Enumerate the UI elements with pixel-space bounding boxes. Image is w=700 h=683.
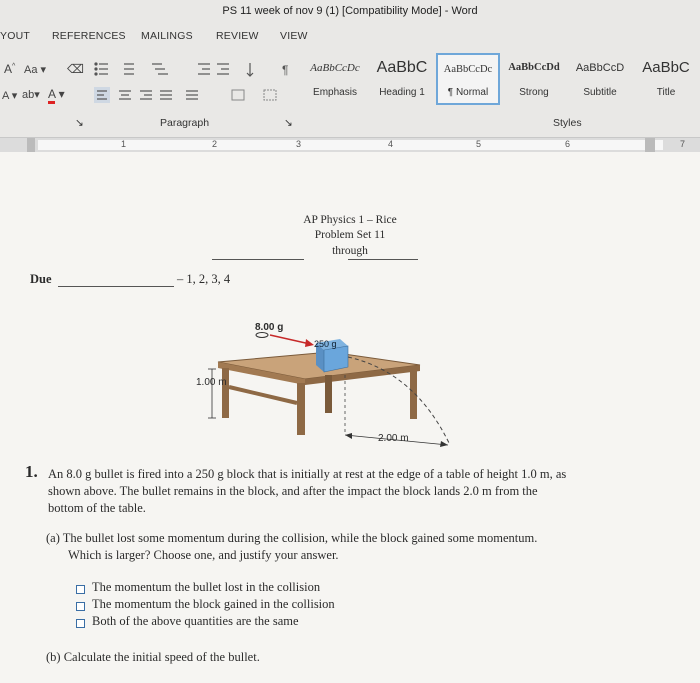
line-spacing-icon[interactable] bbox=[186, 91, 198, 99]
align-center-icon[interactable] bbox=[119, 91, 131, 99]
question-line-2: shown above. The bullet remains in the block, and after the impact the block lands 2.0 m from the bbox=[48, 484, 538, 498]
ruler-number: 2 bbox=[212, 139, 218, 149]
ruler-number: 5 bbox=[476, 139, 482, 149]
style-name: Subtitle bbox=[583, 87, 617, 98]
ruler-number: 7 bbox=[680, 139, 686, 149]
font-dialog-launcher-icon[interactable]: ↘ bbox=[75, 117, 84, 129]
paragraph-row1-icons bbox=[90, 60, 300, 80]
style-strong[interactable] bbox=[502, 53, 566, 105]
bullets-icon[interactable] bbox=[95, 63, 108, 75]
question-line-1: An 8.0 g bullet is fired into a 250 g block that is initially at rest at the edge of a table of height 1.0 m, as bbox=[48, 467, 567, 481]
style-name: Title bbox=[656, 87, 676, 98]
borders-icon[interactable] bbox=[264, 90, 276, 100]
style-name: Emphasis bbox=[313, 87, 357, 98]
paragraph-dialog-launcher-icon[interactable]: ↘ bbox=[284, 117, 293, 129]
multilevel-list-icon[interactable] bbox=[152, 64, 168, 74]
style-name: Strong bbox=[519, 87, 549, 98]
style-sample: AaBbC bbox=[642, 59, 690, 76]
part-a-line-2: Which is larger? Choose one, and justify your answer. bbox=[68, 548, 339, 562]
tab-references[interactable]: REFERENCES bbox=[52, 30, 126, 42]
highlight-icon[interactable]: ab▾ bbox=[22, 89, 40, 101]
blank-line-left bbox=[212, 259, 304, 260]
option-label-2: The momentum the block gained in the collision bbox=[92, 597, 335, 611]
numbering-icon[interactable] bbox=[124, 64, 134, 74]
table-crossbar bbox=[229, 387, 297, 403]
style-sample: AaBbCcDd bbox=[508, 62, 560, 73]
shading-icon[interactable] bbox=[232, 90, 244, 100]
align-right-icon[interactable] bbox=[140, 91, 152, 99]
text-effects-icon[interactable]: A ▾ bbox=[2, 90, 18, 102]
distance-label: 2.00 m bbox=[378, 433, 409, 444]
style-sample: AaBbCcDc bbox=[310, 62, 360, 74]
option-checkbox-1[interactable] bbox=[76, 585, 85, 594]
paragraph-group-label: Paragraph bbox=[160, 117, 210, 129]
increase-indent-icon[interactable] bbox=[217, 64, 229, 74]
style-heading-1[interactable] bbox=[370, 53, 434, 105]
paragraph-row2-icons bbox=[94, 87, 294, 105]
blank-line-right bbox=[348, 259, 418, 260]
change-case-label: Aa bbox=[24, 64, 38, 76]
style-emphasis[interactable] bbox=[304, 53, 366, 105]
ruler-number: 6 bbox=[565, 139, 571, 149]
part-b: (b) Calculate the initial speed of the bullet. bbox=[46, 650, 260, 664]
pilcrow-icon[interactable]: ¶ bbox=[282, 63, 289, 77]
table-figure bbox=[190, 317, 480, 452]
table-leg bbox=[410, 369, 417, 419]
header-line-2: Problem Set 11 bbox=[314, 229, 386, 241]
change-case-button[interactable]: Aa ▾ bbox=[24, 64, 47, 76]
height-label: 1.00 m bbox=[196, 377, 227, 388]
option-label-1: The momentum the bullet lost in the collision bbox=[92, 580, 321, 594]
style-sample: AaBbCcD bbox=[575, 62, 625, 74]
ruler-number: 4 bbox=[388, 139, 394, 149]
clear-formatting-icon[interactable]: ⌫ bbox=[67, 62, 84, 76]
justify-icon[interactable] bbox=[160, 91, 172, 99]
option-checkbox-2[interactable] bbox=[76, 602, 85, 611]
style-title[interactable] bbox=[634, 53, 698, 105]
style-subtitle[interactable] bbox=[568, 53, 632, 105]
style-name: ¶ Normal bbox=[447, 87, 489, 98]
bullet bbox=[256, 333, 268, 338]
due-date-line bbox=[58, 286, 174, 287]
style-sample: AaBbC bbox=[376, 59, 428, 76]
right-indent-marker-icon[interactable] bbox=[645, 138, 655, 152]
table-leg bbox=[325, 375, 332, 413]
option-checkbox-3[interactable] bbox=[76, 619, 85, 628]
ruler-number: 3 bbox=[296, 139, 302, 149]
document-page[interactable] bbox=[0, 152, 700, 683]
bullet-mass-label: 8.00 g bbox=[255, 322, 284, 333]
tab-mailings[interactable]: MAILINGS bbox=[141, 30, 193, 42]
font-color-icon[interactable]: A ▾ bbox=[48, 87, 65, 101]
tab-review[interactable]: REVIEW bbox=[216, 30, 259, 42]
sort-icon[interactable] bbox=[247, 63, 253, 76]
header-line-1: AP Physics 1 – Rice bbox=[303, 214, 397, 226]
due-problems: – 1, 2, 3, 4 bbox=[177, 272, 231, 286]
due-label: Due bbox=[30, 272, 52, 286]
style-sample: AaBbCcDc bbox=[443, 64, 493, 75]
block-mass-label: 250 g bbox=[314, 339, 337, 349]
bullet-arrow bbox=[270, 335, 310, 344]
header-line-3: through bbox=[332, 245, 368, 257]
table-leg bbox=[297, 383, 305, 435]
table-leg bbox=[222, 368, 229, 418]
horizontal-ruler[interactable] bbox=[0, 137, 700, 153]
grow-font-icon[interactable]: A^ bbox=[4, 62, 16, 76]
question-number: 1. bbox=[25, 462, 38, 481]
ruler-number: 1 bbox=[121, 139, 127, 149]
bullet-arrowhead bbox=[305, 339, 314, 347]
ribbon bbox=[0, 0, 700, 152]
style-name: Heading 1 bbox=[379, 87, 425, 98]
tab-layout[interactable]: YOUT bbox=[0, 30, 30, 42]
window-title: PS 11 week of nov 9 (1) [Compatibility Mode] - Word bbox=[222, 5, 478, 17]
tab-view[interactable]: VIEW bbox=[280, 30, 308, 42]
option-label-3: Both of the above quantities are the same bbox=[92, 614, 299, 628]
decrease-indent-icon[interactable] bbox=[198, 64, 210, 74]
style-normal[interactable] bbox=[436, 53, 500, 105]
part-a-line-1: (a) The bullet lost some momentum during the collision, while the block gained some momentum. bbox=[46, 531, 538, 545]
indent-marker-icon[interactable] bbox=[27, 138, 35, 152]
question-line-3: bottom of the table. bbox=[48, 501, 146, 515]
styles-gallery bbox=[300, 53, 698, 105]
styles-group-label: Styles bbox=[553, 117, 582, 129]
